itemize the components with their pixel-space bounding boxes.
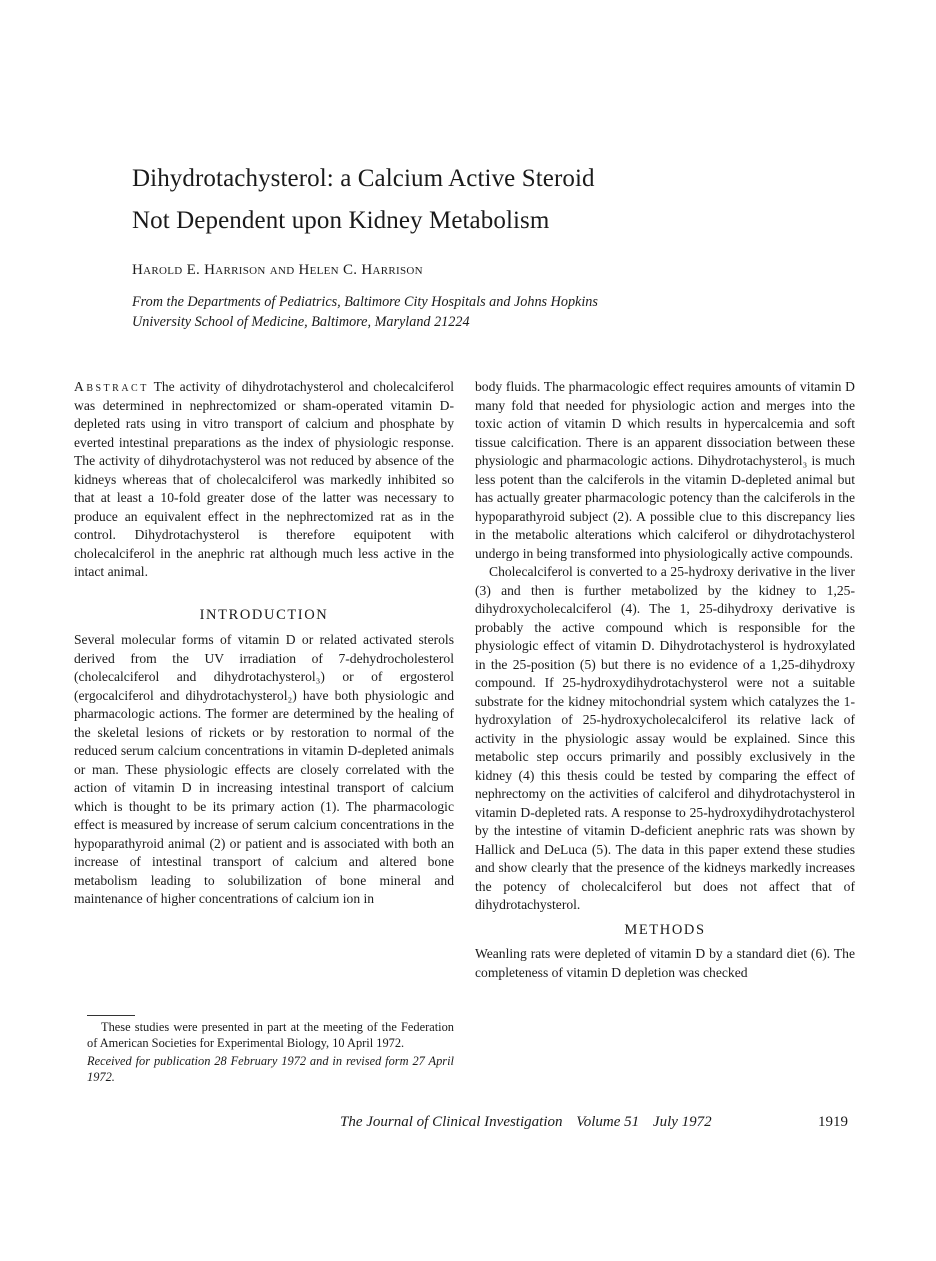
footnotes [87, 1020, 454, 1085]
author-line: Harold E. Harrison and Helen C. Harrison [132, 262, 423, 278]
page-number: 1919 [818, 1114, 848, 1130]
title-line-2: Not Dependent upon Kidney Metabolism [132, 207, 550, 234]
journal-date: July 1972 [652, 1114, 712, 1130]
introduction-paragraph-1: Several molecular forms of vitamin D or related activated sterols derived from the UV irradiation of 7-dehydrocholesterol (cholecalciferol and dihydrotachysterol₃) or of ergosterol (ergocalciferol and dihydrotachysterol₂) have both physiologic and pharmacologic actions. The former are determined by the healing of the skeletal lesions of rickets or by restoration to normal of the reduced serum calcium concentrations in vitamin D-depleted animals or man. These physiologic effects are closely correlated with the action of vitamin D in increasing intestinal transport of calcium which is thought to be its primary action (1). The pharmacologic effect is measured by increase of serum calcium concentrations in the hypoparathyroid animal (2) or patient and is associated with both an increase of intestinal transport of calcium and altered bone metabolism leading to solubilization of bone mineral and maintenance of higher concentrations of calcium ion in [74, 632, 454, 906]
left-column [74, 378, 454, 1018]
abstract-label: Abstract [74, 379, 149, 394]
title-line-1: Dihydrotachysterol: a Calcium Active Steroid [132, 165, 595, 192]
footnote-rule [87, 1015, 135, 1016]
running-footer [340, 1114, 722, 1131]
article-title [132, 158, 832, 242]
journal-name: The Journal of Clinical Investigation [340, 1114, 563, 1130]
footnote-received: Received for publication 28 February 1972 and in revised form 27 April 1972. [87, 1054, 454, 1084]
introduction-paragraph-1-continued: body fluids. The pharmacologic effect requires amounts of vitamin D many fold that needed for physiologic action and merges into the toxic action of vitamin D which results in hypercalcemia and soft tissue calcification. There is an apparent dissociation between these physiologic and pharmacologic actions. Dihydrotachysterol₃ is much less potent than the calciferols in the vitamin D-depleted animal but has actually greater pharmacologic potency than the calciferols in the hypoparathyroid subject (2). A possible clue to this discrepancy lies in the metabolic alterations which calciferol or dihydrotachysterol undergo in being transformed into physiologically active compounds. [475, 379, 855, 561]
methods-paragraph-1: Weanling rats were depleted of vitamin D by a standard diet (6). The completeness of vitamin D depletion was checked [475, 946, 855, 980]
abstract-text: The activity of dihydrotachysterol and cholecalciferol was determined in nephrectomized or sham-operated vitamin D-depleted rats using in vitro transport of calcium and phosphate by everted intestinal preparations as the index of physiologic response. The activity of dihydrotachysterol was not reduced by absence of the kidneys whereas that of cholecalciferol was markedly inhibited so that at least a 10-fold greater dose of the latter was necessary to produce an equivalent effect in the nephrectomized rat as in the control. Dihydrotachysterol is therefore equipotent with cholecalciferol in the anephric rat although much less active in the intact animal. [74, 379, 454, 579]
introduction-heading: INTRODUCTION [199, 606, 329, 623]
affiliation [132, 292, 772, 332]
abstract [74, 378, 454, 582]
footnote-presented: These studies were presented in part at the meeting of the Federation of American Societies for Experimental Biology, 10 April 1972. [87, 1020, 454, 1050]
introduction-paragraph-2: Cholecalciferol is converted to a 25-hydroxy derivative in the liver (3) and then is further metabolized by the kidney to 1,25-dihydroxycholecalciferol (4). The 1, 25-dihydroxy derivative is probably the active compound which is responsible for the physiologic effect of vitamin D. Dihydrotachysterol is hydroxylated in the 25-position (5) but there is no evidence of a 1,25-dihydroxy compound. If 25-hydroxydihydrotachysterol were not a suitable substrate for the kidney mitochondrial system which catalyzes the 1-hydroxylation of 25-hydroxycholecalciferol its relative lack of activity in the physiologic assay would be explained. Since this metabolic step occurs primarily and possibly exclusively in the kidney (4) this thesis could be tested by comparing the effect of nephrectomy on the activities of calciferol and dihydrotachysterol in vitamin D-depleted rats. A response to 25-hydroxydihydrotachysterol by the intestine of vitamin D-deficient anephric rats was shown by Hallick and DeLuca (5). The data in this paper extend these studies and show clearly that the presence of the kidneys markedly increases the potency of cholecalciferol but does not affect that of dihydrotachysterol. [475, 564, 855, 912]
affiliation-line-1: From the Departments of Pediatrics, Baltimore City Hospitals and Johns Hopkins [132, 294, 598, 310]
right-column [475, 378, 855, 1098]
affiliation-line-2: University School of Medicine, Baltimore, Maryland 21224 [132, 314, 470, 330]
methods-heading: METHODS [624, 921, 706, 938]
journal-volume: Volume 51 [576, 1114, 640, 1130]
